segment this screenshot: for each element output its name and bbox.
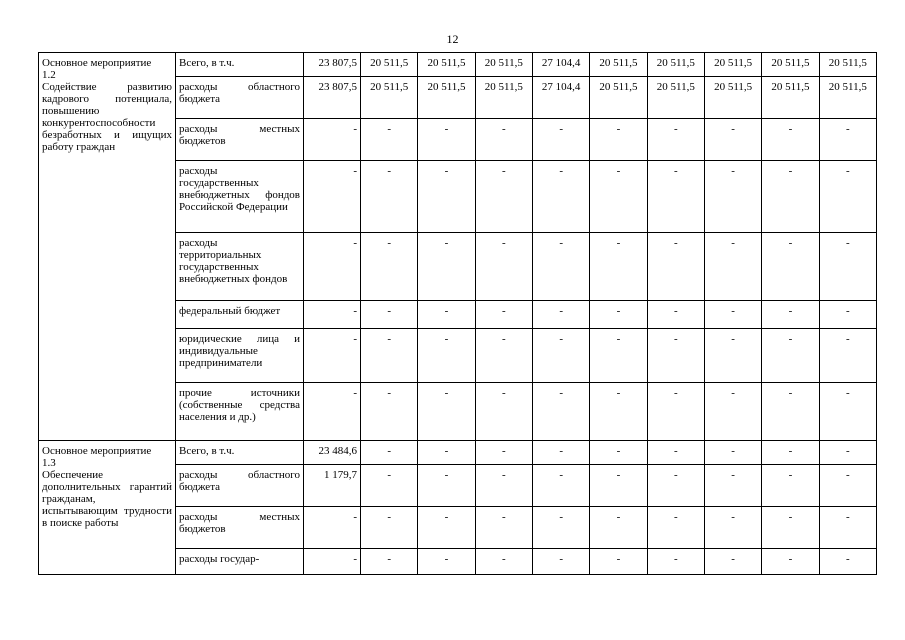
value-cell: 27 104,4 — [532, 53, 589, 77]
value-cell: - — [647, 161, 704, 233]
value-cell: - — [475, 161, 532, 233]
value-cell: - — [590, 329, 647, 383]
value-cell: - — [532, 383, 589, 441]
value-cell: - — [819, 383, 876, 441]
value-cell: - — [704, 507, 761, 549]
measure-text: Содействие развитию кадрового потенциала, повышению конкурентоспособности безработных и ищущих работу граждан — [42, 81, 172, 153]
value-cell: - — [762, 301, 819, 329]
value-cell: - — [361, 383, 418, 441]
value-cell: - — [475, 119, 532, 161]
value-cell: - — [590, 119, 647, 161]
value-cell: 20 511,5 — [819, 53, 876, 77]
value-cell: - — [590, 383, 647, 441]
value-cell: 20 511,5 — [647, 53, 704, 77]
value-cell: 20 511,5 — [418, 77, 475, 119]
value-cell: - — [590, 301, 647, 329]
funding-source-cell: прочие источники (собственные средства населения и др.) — [176, 383, 304, 441]
value-cell: - — [475, 507, 532, 549]
funding-source-cell: расходы территориальных государственных внебюджетных фондов — [176, 233, 304, 301]
value-cell: - — [819, 549, 876, 575]
value-cell: - — [475, 465, 532, 507]
value-cell: - — [304, 507, 361, 549]
value-cell: - — [762, 507, 819, 549]
value-cell: - — [762, 161, 819, 233]
value-cell: - — [647, 233, 704, 301]
value-cell: - — [647, 301, 704, 329]
value-cell: - — [475, 441, 532, 465]
value-cell: 23 807,5 — [304, 77, 361, 119]
value-cell: 20 511,5 — [704, 53, 761, 77]
value-cell: - — [819, 233, 876, 301]
funding-source-cell: расходы местных бюджетов — [176, 119, 304, 161]
funding-source-cell: расходы государственных внебюджетных фондов Российской Федерации — [176, 161, 304, 233]
value-cell: - — [762, 465, 819, 507]
value-cell: - — [361, 301, 418, 329]
value-cell: - — [532, 233, 589, 301]
value-cell: - — [418, 119, 475, 161]
value-cell: 20 511,5 — [418, 53, 475, 77]
value-cell: - — [762, 233, 819, 301]
measure-text: 1.3 — [42, 457, 56, 469]
value-cell: 20 511,5 — [361, 53, 418, 77]
value-cell: - — [819, 329, 876, 383]
value-cell: 20 511,5 — [647, 77, 704, 119]
budget-table — [38, 52, 877, 575]
value-cell: - — [819, 119, 876, 161]
value-cell: 20 511,5 — [704, 77, 761, 119]
value-cell: - — [704, 465, 761, 507]
value-cell: - — [762, 119, 819, 161]
value-cell: - — [647, 549, 704, 575]
value-cell: - — [361, 549, 418, 575]
value-cell: 27 104,4 — [532, 77, 589, 119]
measure-text: Основное мероприятие — [42, 57, 152, 69]
value-cell: - — [762, 383, 819, 441]
value-cell: - — [819, 441, 876, 465]
value-cell: 1 179,7 — [304, 465, 361, 507]
value-cell: - — [532, 549, 589, 575]
value-cell: - — [762, 329, 819, 383]
value-cell: - — [475, 329, 532, 383]
funding-source-cell: федеральный бюджет — [176, 301, 304, 329]
value-cell: - — [532, 507, 589, 549]
value-cell: 20 511,5 — [475, 77, 532, 119]
funding-source-cell: Всего, в т.ч. — [176, 441, 304, 465]
value-cell: 23 807,5 — [304, 53, 361, 77]
value-cell: - — [532, 119, 589, 161]
value-cell: - — [532, 441, 589, 465]
value-cell: - — [647, 383, 704, 441]
value-cell: - — [304, 233, 361, 301]
value-cell: - — [704, 233, 761, 301]
value-cell: - — [361, 119, 418, 161]
funding-source-cell: расходы областного бюджета — [176, 77, 304, 119]
value-cell: - — [475, 233, 532, 301]
value-cell: - — [704, 161, 761, 233]
value-cell: - — [762, 549, 819, 575]
value-cell: - — [475, 549, 532, 575]
value-cell: - — [819, 465, 876, 507]
table-row — [39, 441, 877, 465]
value-cell: - — [475, 383, 532, 441]
value-cell: - — [819, 507, 876, 549]
value-cell: - — [704, 301, 761, 329]
funding-source-cell: расходы государ- — [176, 549, 304, 575]
value-cell: - — [647, 465, 704, 507]
value-cell: - — [475, 301, 532, 329]
value-cell: - — [418, 507, 475, 549]
value-cell: - — [819, 301, 876, 329]
value-cell: - — [361, 329, 418, 383]
value-cell: 20 511,5 — [590, 53, 647, 77]
value-cell: - — [304, 329, 361, 383]
value-cell: - — [590, 161, 647, 233]
value-cell: - — [647, 329, 704, 383]
value-cell: - — [590, 549, 647, 575]
value-cell: - — [418, 161, 475, 233]
value-cell: 20 511,5 — [361, 77, 418, 119]
funding-source-cell: расходы местных бюджетов — [176, 507, 304, 549]
value-cell: - — [418, 441, 475, 465]
value-cell: - — [361, 233, 418, 301]
table-row — [39, 53, 877, 77]
funding-source-cell: Всего, в т.ч. — [176, 53, 304, 77]
value-cell: - — [304, 383, 361, 441]
value-cell: - — [647, 119, 704, 161]
value-cell: 20 511,5 — [762, 53, 819, 77]
value-cell: - — [304, 161, 361, 233]
value-cell: 20 511,5 — [762, 77, 819, 119]
measure-cell — [39, 441, 176, 575]
measure-text: 1.2 — [42, 69, 56, 81]
value-cell: - — [304, 119, 361, 161]
value-cell: - — [590, 233, 647, 301]
value-cell: - — [590, 507, 647, 549]
value-cell: - — [361, 441, 418, 465]
value-cell: 23 484,6 — [304, 441, 361, 465]
measure-text: Основное мероприятие — [42, 445, 152, 457]
value-cell: - — [704, 549, 761, 575]
value-cell: - — [304, 549, 361, 575]
page-number: 12 — [446, 32, 459, 46]
value-cell: - — [418, 465, 475, 507]
value-cell: - — [418, 233, 475, 301]
value-cell: 20 511,5 — [590, 77, 647, 119]
value-cell: - — [704, 329, 761, 383]
value-cell: - — [590, 465, 647, 507]
value-cell: - — [704, 383, 761, 441]
value-cell: - — [532, 301, 589, 329]
value-cell: - — [647, 507, 704, 549]
value-cell: - — [361, 465, 418, 507]
value-cell: 20 511,5 — [475, 53, 532, 77]
measure-text: Обеспечение дополнительных гарантий гражданам, испытывающим трудности в поиске работы — [42, 469, 172, 529]
value-cell: - — [304, 301, 361, 329]
value-cell: - — [361, 161, 418, 233]
value-cell: - — [704, 441, 761, 465]
funding-source-cell: расходы областного бюджета — [176, 465, 304, 507]
value-cell: - — [418, 329, 475, 383]
value-cell: - — [590, 441, 647, 465]
value-cell: - — [532, 161, 589, 233]
value-cell: - — [361, 507, 418, 549]
value-cell: - — [418, 301, 475, 329]
value-cell: - — [762, 441, 819, 465]
value-cell: - — [418, 383, 475, 441]
value-cell: - — [532, 465, 589, 507]
measure-cell — [39, 53, 176, 441]
value-cell: 20 511,5 — [819, 77, 876, 119]
value-cell: - — [704, 119, 761, 161]
value-cell: - — [819, 161, 876, 233]
value-cell: - — [418, 549, 475, 575]
funding-source-cell: юридические лица и индивидуальные предприниматели — [176, 329, 304, 383]
value-cell: - — [532, 329, 589, 383]
value-cell: - — [647, 441, 704, 465]
